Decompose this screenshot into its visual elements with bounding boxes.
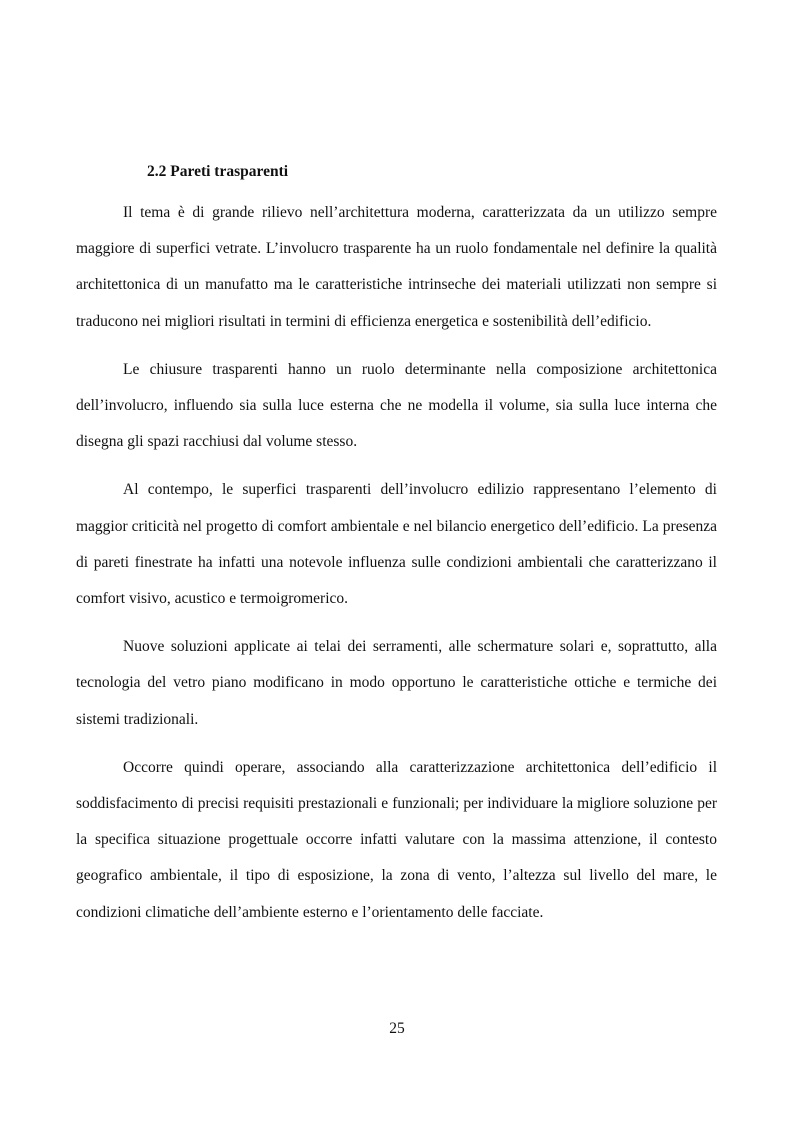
page-number: 25 (389, 1020, 405, 1037)
body-text (76, 195, 717, 931)
paragraph-4: Nuove soluzioni applicate ai telai dei serramenti, alle schermature solari e, soprattutto, alla tecnologia del vetro piano modificano in modo opportuno le caratteristiche ottiche e termiche dei sistemi tradizionali. (76, 638, 717, 728)
paragraph-2: Le chiusure trasparenti hanno un ruolo determinante nella composizione architettonica dell’involucro, influendo sia sulla luce esterna che ne modella il volume, sia sulla luce interna che disegna gli spazi racchiusi dal volume stesso. (76, 360, 717, 451)
paragraph-1: Il tema è di grande rilievo nell’architettura moderna, caratterizzata da un utilizzo sempre maggiore di superfici vetrate. L’involucro trasparente ha un ruolo fondamentale nel definire la qualità architettonica di un manufatto ma le caratteristiche intrinseche dei materiali utilizzati non sempre si traducono nei migliori risultati in termini di efficienza energetica e sostenibilità dell’edificio. (76, 204, 717, 330)
paragraph-3: Al contempo, le superfici trasparenti dell’involucro edilizio rappresentano l’elemento di maggior criticità nel progetto di comfort ambientale e nel bilancio energetico dell’edificio. La presenza di pareti finestrate ha infatti una notevole influenza sulle condizioni ambientali che caratterizzano il comfort visivo, acustico e termoigromerico. (76, 481, 717, 608)
paragraph-5: Occorre quindi operare, associando alla caratterizzazione architettonica dell’edificio il soddisfacimento di precisi requisiti prestazionali e funzionali; per individuare la migliore soluzione per la specifica situazione progettuale occorre infatti valutare con la massima attenzione, il contesto geografico ambientale, il tipo di esposizione, la zona di vento, l’altezza sul livello del mare, le condizioni climatiche dell’ambiente esterno e l’orientamento delle facciate. (76, 758, 717, 921)
section-heading: 2.2 Pareti trasparenti (147, 163, 289, 180)
